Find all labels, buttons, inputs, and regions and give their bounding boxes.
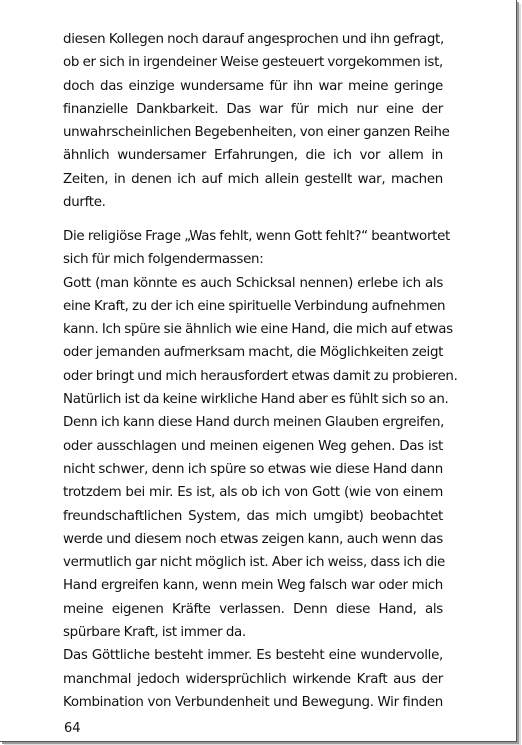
text-line: freundschaftlichen System, das mich umgibt) beobachtet (63, 508, 443, 524)
text-line: ähnlich wundersamer Erfahrungen, die ich vor allem in (63, 148, 443, 164)
text-line: durfte. (63, 195, 106, 211)
text-line: Gott (man könnte es auch Schicksal nennen) erlebe ich als (63, 275, 443, 291)
paragraph-continuation (63, 28, 450, 214)
text-line: werde und diesem noch etwas zeigen kann, auch wenn das (63, 531, 443, 547)
text-line: vermutlich gar nicht möglich ist. Aber ich weiss, dass ich die (63, 555, 445, 571)
text-line: Kombination von Verbundenheit und Bewegung. Wir finden (63, 694, 443, 710)
text-line: trotzdem bei mir. Es ist, als ob ich von Gott (wie von einem (63, 485, 443, 501)
paragraph-religious-question (63, 225, 458, 714)
text-line: kann. Ich spüre sie ähnlich wie eine Hand, die mich auf etwas (63, 322, 453, 338)
text-line: meine eigenen Kräfte verlassen. Denn diese Hand, als (63, 601, 443, 617)
text-line: spürbare Kraft, ist immer da. (63, 625, 246, 641)
text-line: Denn ich kann diese Hand durch meinen Glauben ergreifen, (63, 415, 445, 431)
text-line: unwahrscheinlichen Begebenheiten, von einer ganzen Reihe (63, 125, 450, 141)
text-line: Zeiten, in denen ich auf mich allein gestellt war, machen (63, 171, 443, 187)
text-line: diesen Kollegen noch darauf angesprochen und ihn gefragt, (63, 32, 444, 47)
text-line: doch das einzige wundersame für ihn war meine geringe (63, 78, 443, 94)
text-line: sich für mich folgendermassen: (63, 252, 264, 268)
page-number: 64 (64, 721, 81, 736)
text-line: Hand ergreifen kann, wenn mein Weg falsch war oder mich (63, 578, 443, 594)
text-line: Die religiöse Frage „Was fehlt, wenn Gott fehlt?“ beantwortet (63, 229, 450, 244)
text-line: oder jemanden aufmerksam macht, die Möglichkeiten zeigt (63, 345, 444, 361)
text-line: ob er sich in irgendeiner Weise gesteuert vorgekommen ist, (63, 55, 443, 71)
text-line: oder ausschlagen und meinen eigenen Weg gehen. Das ist (63, 438, 443, 454)
text-line: eine Kraft, zu der ich eine spirituelle Verbindung aufnehmen (63, 298, 446, 314)
text-line: Natürlich ist da keine wirkliche Hand aber es fühlt sich so an. (63, 392, 449, 408)
text-line: finanzielle Dankbarkeit. Das war für mich nur eine der (63, 101, 443, 117)
text-line: nicht schwer, denn ich spüre so etwas wie diese Hand dann (63, 461, 443, 477)
text-line: manchmal jedoch widersprüchlich wirkende Kraft aus der (63, 671, 443, 687)
text-line: oder bringt und mich herausfordert etwas damit zu probieren. (63, 368, 458, 384)
text-line: Das Göttliche besteht immer. Es besteht eine wundervolle, (63, 648, 443, 664)
